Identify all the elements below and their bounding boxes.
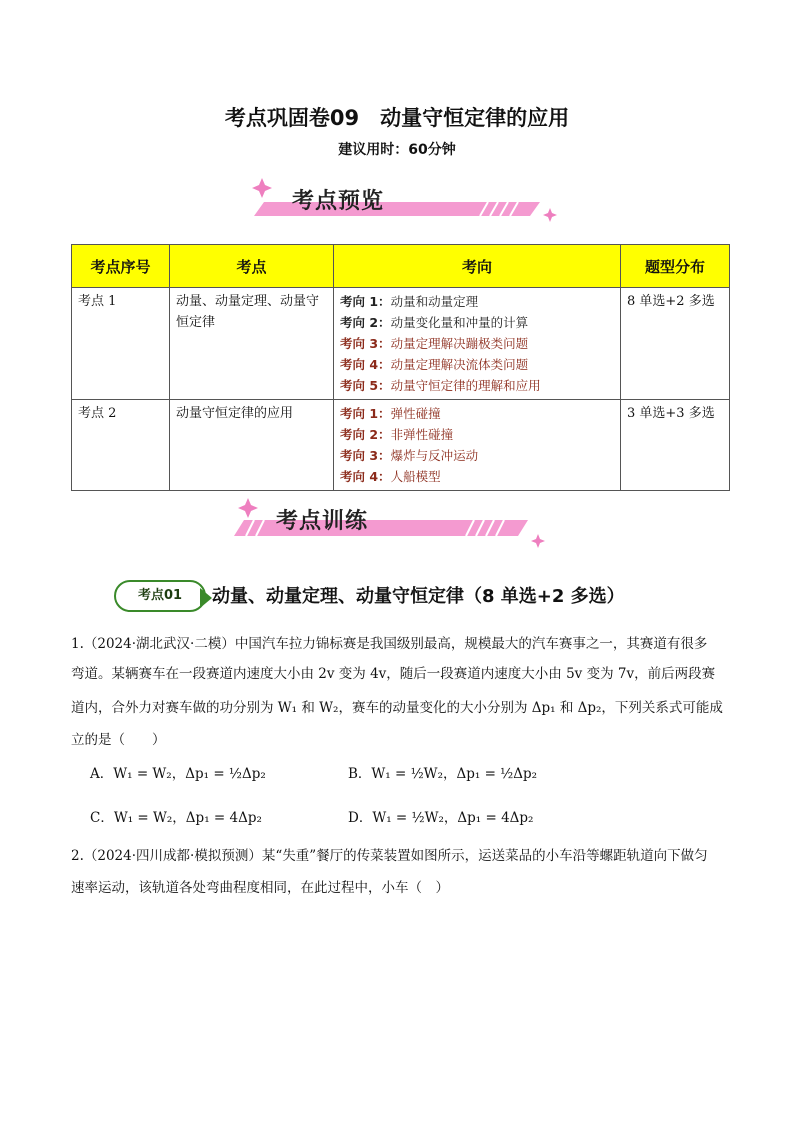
direction-line: 考向 2：动量变化量和冲量的计算 — [340, 315, 529, 330]
cell-no: 考点 2 — [72, 400, 170, 491]
direction-line: 考向 1：动量和动量定理 — [340, 294, 479, 309]
question-text-line: 立的是（ ） — [71, 732, 166, 748]
direction-line: 考向 4：人船模型 — [340, 469, 441, 484]
question-text-line: 1.（2024·湖北武汉·二模）中国汽车拉力锦标赛是我国级别最高，规模最大的汽车赛事之一，其赛道有很多 — [71, 636, 708, 652]
cell-topic: 动量守恒定律的应用 — [170, 400, 334, 491]
direction-line: 考向 2：非弹性碰撞 — [340, 427, 454, 442]
banner-training — [226, 494, 556, 552]
page-subtitle: 建议用时：60分钟 — [338, 142, 456, 158]
banner-preview — [240, 172, 560, 224]
question-1 — [71, 630, 731, 658]
section-badge: 考点01 — [114, 580, 206, 612]
option-d[interactable]: D．W₁ = ½W₂，Δp₁ = 4Δp₂ — [348, 810, 534, 826]
header-cell-distribution: 题型分布 — [621, 245, 730, 288]
section-title: 动量、动量定理、动量守恒定律（8 单选+2 多选） — [212, 586, 625, 607]
direction-line: 考向 3：爆炸与反冲运动 — [340, 448, 479, 463]
direction-line: 考向 4：动量定理解决流体类问题 — [340, 357, 529, 372]
banner-decoration — [240, 172, 560, 224]
direction-line: 考向 1：弹性碰撞 — [340, 406, 441, 421]
option-b[interactable]: B．W₁ = ½W₂，Δp₁ = ½Δp₂ — [348, 766, 538, 782]
question-2 — [71, 842, 731, 870]
question-text-line: 弯道。某辆赛车在一段赛道内速度大小由 2v 变为 4v，随后一段赛道内速度大小由 5v 变为 7v，前后两段赛 — [71, 666, 716, 682]
banner-training-text: 考点训练 — [276, 509, 369, 534]
header-cell-topic: 考点 — [170, 245, 334, 288]
cell-directions — [334, 288, 621, 400]
cell-topic: 动量、动量定理、动量守恒定律 — [170, 288, 334, 400]
table-row — [72, 288, 730, 400]
option-c[interactable]: C．W₁ = W₂，Δp₁ = 4Δp₂ — [90, 810, 262, 826]
table-header-row — [72, 245, 730, 288]
question-text-line: 2.（2024·四川成都·模拟预测）某“失重”餐厅的传菜装置如图所示，运送菜品的小车沿等螺距轨道向下做匀 — [71, 848, 708, 864]
table-row — [72, 400, 730, 491]
banner-preview-text: 考点预览 — [292, 189, 385, 214]
direction-line: 考向 5：动量守恒定律的理解和应用 — [340, 378, 541, 393]
question-text-line: 道内，合外力对赛车做的功分别为 W₁ 和 W₂，赛车的动量变化的大小分别为 Δp₁ 和 Δp₂，下列关系式可能成 — [71, 700, 723, 716]
direction-line: 考向 3：动量定理解决蹦极类问题 — [340, 336, 529, 351]
cell-distribution: 8 单选+2 多选 — [621, 288, 730, 400]
option-a[interactable]: A．W₁ = W₂，Δp₁ = ½Δp₂ — [90, 766, 266, 782]
cell-no: 考点 1 — [72, 288, 170, 400]
header-cell-no: 考点序号 — [72, 245, 170, 288]
cell-distribution: 3 单选+3 多选 — [621, 400, 730, 491]
overview-table — [71, 244, 730, 491]
question-text-line: 速率运动，该轨道各处弯曲程度相同，在此过程中，小车（ ） — [71, 880, 449, 896]
header-cell-direction: 考向 — [334, 245, 621, 288]
page-title: 考点巩固卷09 动量守恒定律的应用 — [224, 106, 570, 130]
cell-directions — [334, 400, 621, 491]
